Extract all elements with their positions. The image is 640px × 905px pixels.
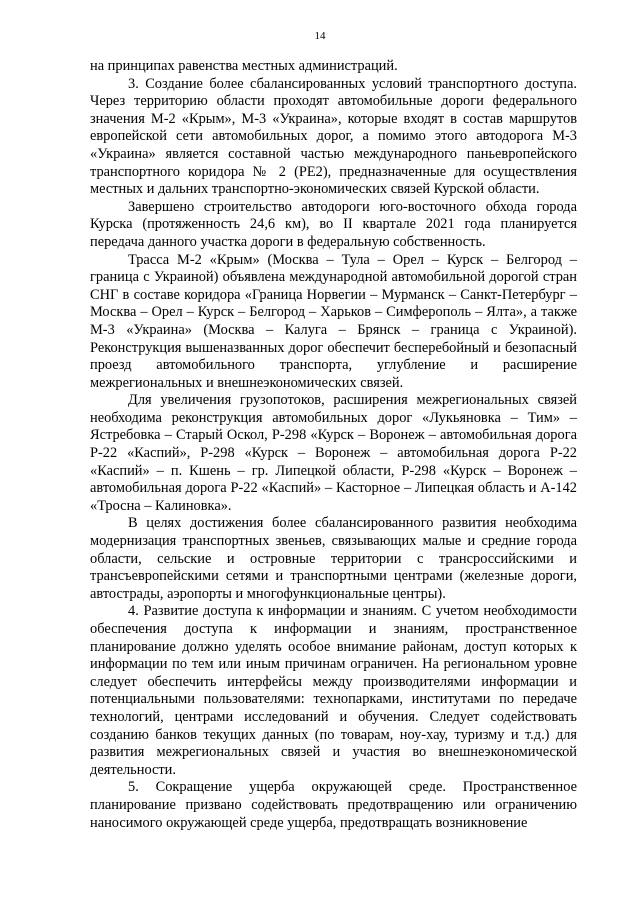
page-number: 14 [314, 30, 326, 42]
paragraph-transport-links: В целях достижения более сбалансированного развития необходима модернизация транспортных звеньев, связывающих малые и средние города области, сельские и островные территории с трансроссийскими и трансъевропейскими сетями и транспортными центрами (железные дороги, автострады, аэропорты и многофункциональные центры). [90, 515, 577, 602]
paragraph-kursk-bypass: Завершено строительство автодороги юго-восточного обхода города Курска (протяженность 24,6 км), во II квартале 2021 года планируется передача данного участка дороги в федеральную собственность. [90, 198, 577, 250]
paragraph-information-access: 4. Развитие доступа к информации и знаниям. С учетом необходимости обеспечения доступа к информации и знаниям, пространственное планирование должно уделять особое внимание районам, доступ которых к информации по тем или иным причинам ограничен. На региональном уровне следует обеспечить интерфейсы между производителями информации и потенциальными пользователями: технопарками, институтами по передаче технологий, центрами исследований и обучения. Следует содействовать созданию банков текущих данных (по товарам, ноу-хау, туризму и т.д.) для развития межрегиональных связей и участия во внешнеэкономической деятельности. [90, 603, 577, 778]
paragraph-continuation: на принципах равенства местных администраций. [90, 58, 398, 74]
paragraph-m2-krym: Трасса М-2 «Крым» (Москва – Тула – Орел – Курск – Белгород – граница с Украиной) объявлена международной автомобильной дорогой стран СНГ в составе коридора «Граница Норвегии – Мурманск – Санкт-Петербург – Москва – Орел – Курск – Белгород – Харьков – Симферополь – Ялта», а также М-3 «Украина» (Москва – Калуга – Брянск – граница с Украиной). Реконструкция вышеназванных дорог обеспечит бесперебойный и безопасный проезд автомобильного транспорта, углубление и расширение межрегиональных и внешнеэкономических связей. [90, 251, 577, 391]
paragraph-transport-access: 3. Создание более сбалансированных условий транспортного доступа. Через территорию области проходят автомобильные дороги федерального значения М-2 «Крым», М-3 «Украина», которые входят в состав маршрутов европейской сети автомобильных дорог, а помимо этого автодорога М-3 «Украина» является составной частью международного паньевропейского транспортного коридора № 2 (PE2), предназначенные для осуществления местных и дальних транспортно-экономических связей Курской области. [90, 75, 577, 198]
paragraph-environment: 5. Сокращение ущерба окружающей среде. Пространственное планирование призвано содействовать предотвращению или ограничению наносимого окружающей среде ущерба, предотвращать возникновение [90, 779, 577, 831]
document-body [90, 58, 577, 832]
paragraph-road-reconstruction: Для увеличения грузопотоков, расширения межрегиональных связей необходима реконструкция автомобильных дорог «Лукьяновка – Тим» – Ястребовка – Старый Оскол, Р-298 «Курск – Воронеж – автомобильная дорога Р-22 «Каспий», Р-298 «Курск – Воронеж – автомобильная дорога Р-22 «Каспий» – п. Кшень – гр. Липецкой области, Р-298 «Курск – Воронеж – автомобильная дорога Р-22 «Каспий» – Касторное – Липецкая область и А-142 «Тросна – Калиновка». [90, 392, 577, 514]
